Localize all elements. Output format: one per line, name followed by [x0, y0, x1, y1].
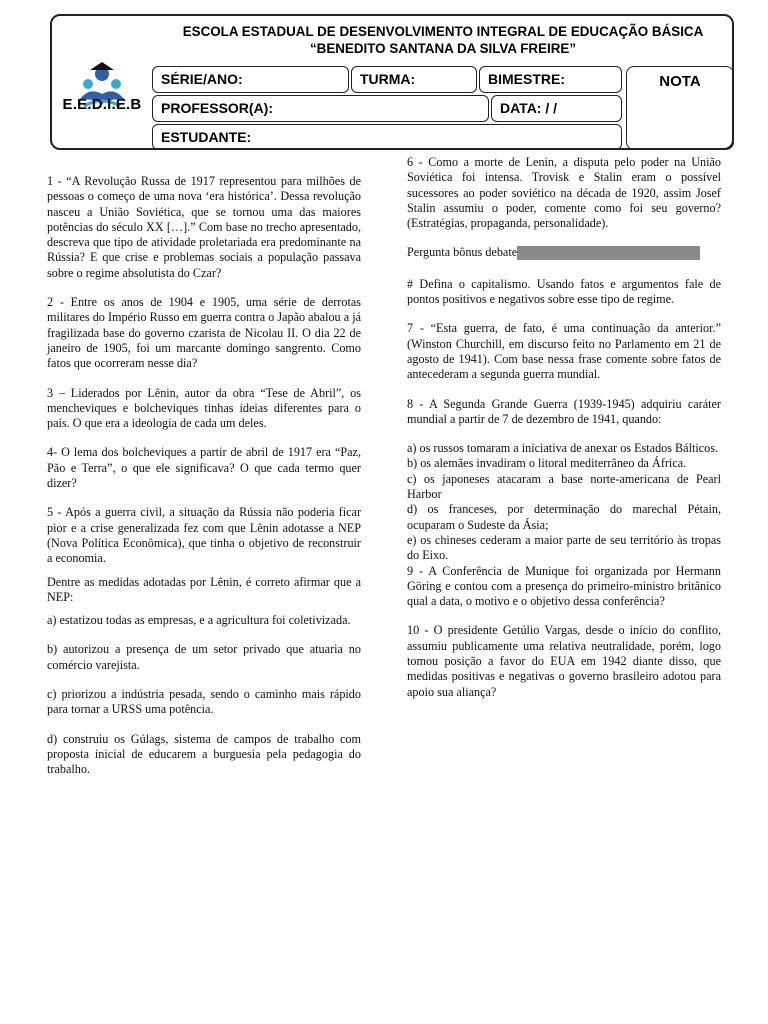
school-name — [152, 23, 734, 57]
left-column — [47, 174, 361, 778]
question-6: 6 - Como a morte de Lenin, a disputa pelo poder na União Soviética foi intensa. Trovisk e Stalin eram o possível sucessores ao poder soviético na década de 1920, assim Josef Stalin assumiu o poder, comente como foi seu governo? (Estratégias, propaganda, personalidade). — [407, 155, 721, 231]
question-9: 9 - A Conferência de Munique foi organizada por Hermann Göring e contou com a presença do primeiro-ministro britânico qual a data, o motivo e o objetivo dessa conferência? — [407, 563, 721, 609]
data-field[interactable]: DATA: / / — [491, 95, 622, 122]
serie-field[interactable]: SÉRIE/ANO: — [152, 66, 349, 93]
question-8-option-d: d) os franceses, por determinação do marechal Pétain, ocuparam o Sudeste da Ásia; — [407, 502, 721, 532]
bonus-question: # Defina o capitalismo. Usando fatos e argumentos fale de pontos positivos e negativos sobre esse tipo de regime. — [407, 276, 721, 307]
question-10: 10 - O presidente Getúlio Vargas, desde o início do conflito, assumiu publicamente uma relativa neutralidade, porém, logo tomou posição a favor do EUA em 1942 diante disso, que medidas positivas e negativas o governo brasileiro adotou para apoio sua aliança? — [407, 623, 721, 699]
estudante-field[interactable]: ESTUDANTE: — [152, 124, 622, 150]
question-5-option-d: d) construiu os Gúlags, sistema de campos de trabalho com proposta inicial de educarem a burguesia pela pedagogia do trabalho. — [47, 731, 361, 777]
nota-box[interactable]: NOTA — [626, 66, 734, 150]
logo-text: E.E.D.I.E.B — [62, 96, 142, 113]
right-column — [407, 155, 721, 700]
question-5-option-c: c) priorizou a indústria pesada, sendo o caminho mais rápido para tornar a URSS uma potência. — [47, 687, 361, 717]
bonus-row — [407, 245, 721, 260]
question-3: 3 – Liderados por Lênin, autor da obra “Tese de Abril”, os mencheviques e bolcheviques tinhas ideias diferentes para o país. O que era a ideologia de cada um deles. — [47, 385, 361, 431]
bimestre-field[interactable]: BIMESTRE: — [479, 66, 622, 93]
turma-field[interactable]: TURMA: — [351, 66, 477, 93]
question-5-option-a: a) estatizou todas as empresas, e a agricultura foi coletivizada. — [47, 613, 351, 628]
question-2: 2 - Entre os anos de 1904 e 1905, uma série de derrotas militares do Império Russo em guerra contra o Japão abalou a já fragilizada base do governo czarista de Nicolau II. O dia 22 de janeiro de 1905, foi um marcante domingo sangrento. Como fatos que ocorreram nesse dia? — [47, 295, 361, 371]
question-8-option-e: e) os chineses cederam a maior parte de seu território às tropas do Eixo. — [407, 532, 721, 563]
question-8-option-c: c) os japoneses atacaram a base norte-americana de Pearl Harbor — [407, 471, 721, 502]
question-1: 1 - “A Revolução Russa de 1917 representou para milhões de pessoas o começo de uma nova ‘era histórica’. Dessa revolução nasceu a União Soviética, que se tornou uma das maiores potências do século XX […].” Com base no trecho apresentado, descreva que tipo de atividade proletariada era predominante na Rússia? E que crise e problemas sociais a população passava sobre o regime absolutista do Czar? — [47, 174, 361, 280]
professor-field[interactable]: PROFESSOR(A): — [152, 95, 489, 122]
bonus-label: Pergunta bônus debate — [407, 245, 518, 260]
school-name-line1: ESCOLA ESTADUAL DE DESENVOLVIMENTO INTEGRAL DE EDUCAÇÃO BÁSICA — [182, 24, 704, 39]
question-4: 4- O lema dos bolcheviques a partir de abril de 1917 era “Paz, Pão e Terra”, o que ele significava? O que cada termo quer dizer? — [47, 445, 361, 491]
question-7: 7 - “Esta guerra, de fato, é uma continuação da anterior.” (Winston Churchill, em discurso feito no Parlamento em 21 de agosto de 1941). Com base nessa frase comente sobre fatos de antecederam a segunda guerra mundial. — [407, 321, 721, 382]
school-name-line2: “BENEDITO SANTANA DA SILVA FREIRE” — [309, 41, 577, 56]
redaction-bar — [517, 246, 700, 260]
question-5-stem: Dentre as medidas adotadas por Lênin, é correto afirmar que a NEP: — [47, 574, 361, 604]
question-5: 5 - Após a guerra civil, a situação da Rússia não poderia ficar pior e a crise generalizada fez com que Lênin adotasse a NEP (Nova Política Econômica), que tinha o objetivo de reconstruir a economia. — [47, 505, 361, 566]
question-8-option-b: b) os alemães invadiram o litoral mediterrâneo da África. — [407, 456, 687, 471]
question-8: 8 - A Segunda Grande Guerra (1939-1945) adquiriu caráter mundial a partir de 7 de dezembro de 1941, quando: — [407, 396, 721, 426]
question-5-option-b: b) autorizou a presença de um setor privado que atuaria no comércio varejista. — [47, 642, 361, 672]
question-8-option-a: a) os russos tomaram a iniciativa de anexar os Estados Bálticos. — [407, 441, 719, 456]
